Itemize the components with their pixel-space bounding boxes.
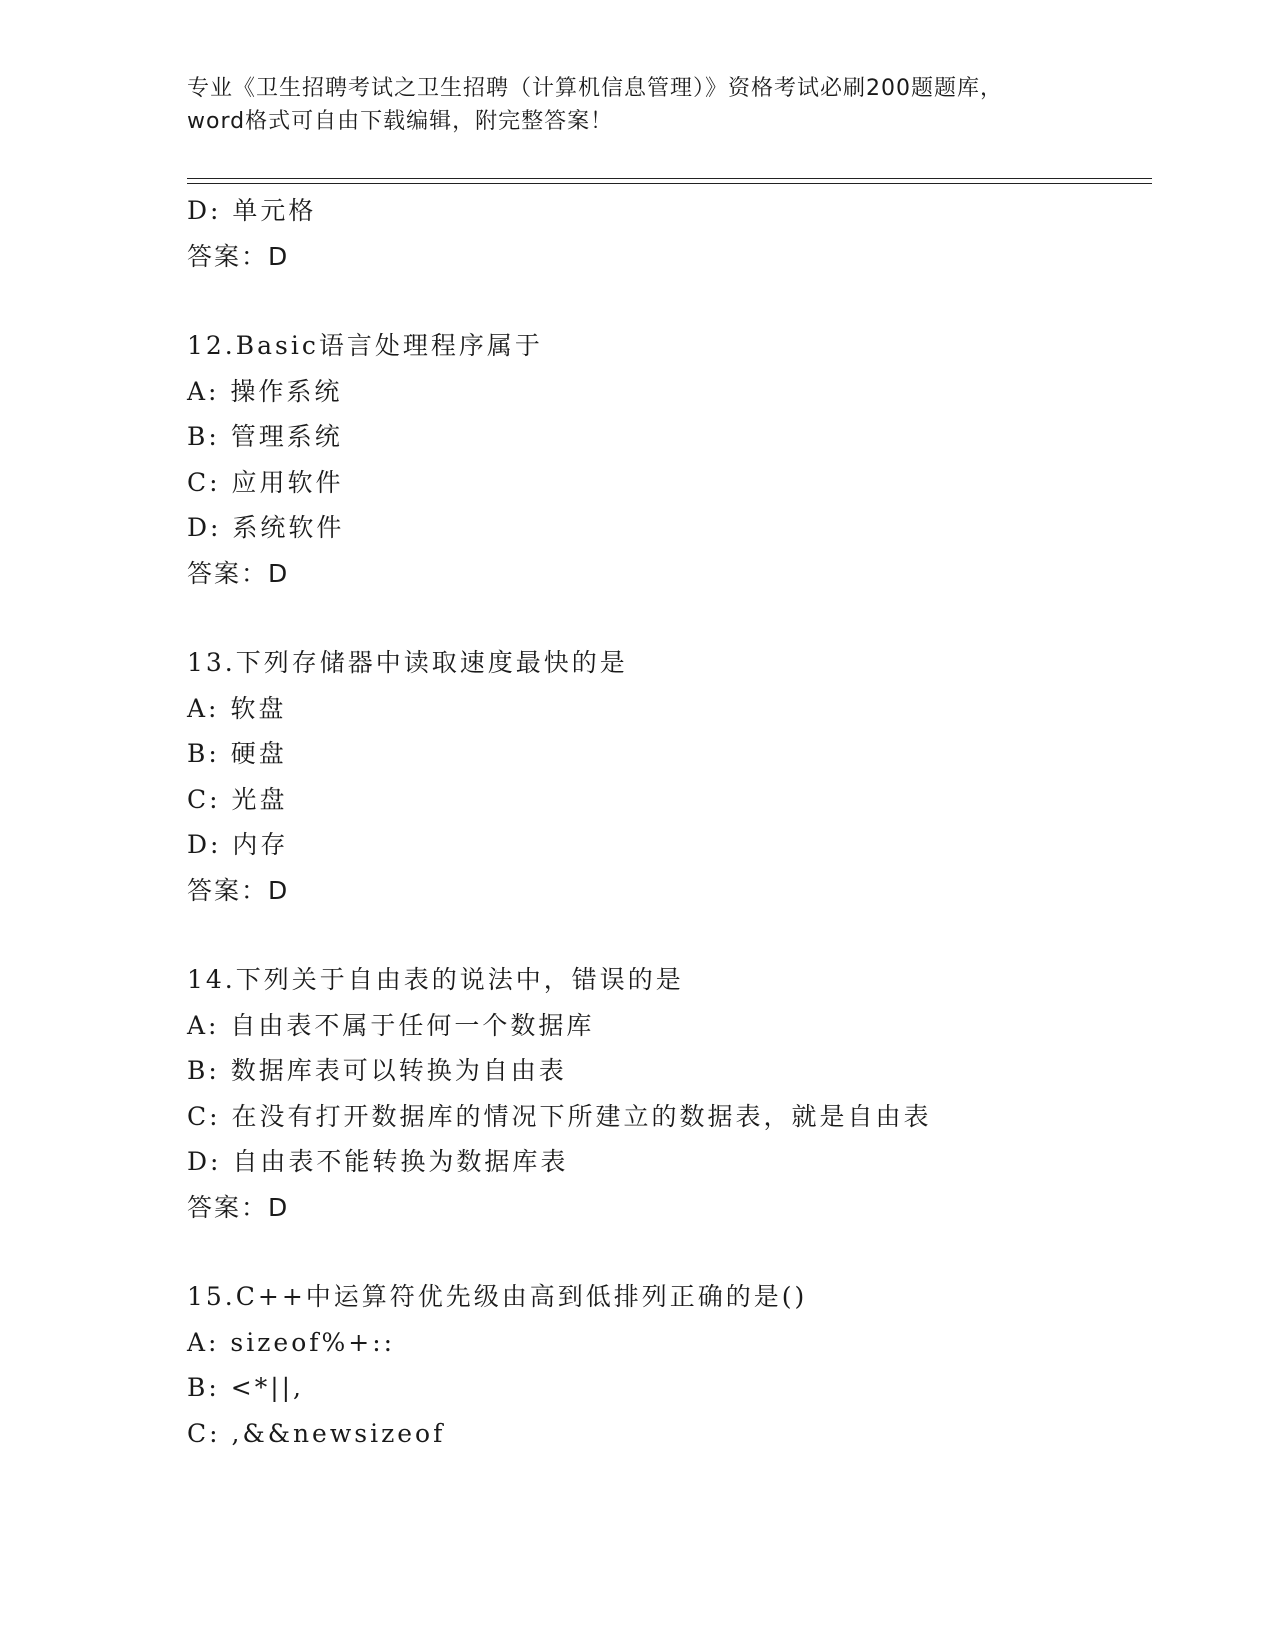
question-12-option-a: A: 操作系统 bbox=[187, 376, 343, 406]
header-line-2: word格式可自由下载编辑，附完整答案！ bbox=[187, 109, 614, 134]
question-14-option-a: A: 自由表不属于任何一个数据库 bbox=[187, 1010, 595, 1040]
question-13-option-c: C: 光盘 bbox=[187, 784, 288, 814]
prev-answer: 答案：D bbox=[187, 241, 290, 271]
question-13-option-b: B: 硬盘 bbox=[187, 739, 287, 768]
question-12-stem: 12.Basic语言处理程序属于 bbox=[187, 331, 543, 360]
question-14-option-d: D: 自由表不能转换为数据库表 bbox=[187, 1147, 569, 1176]
header-divider-top bbox=[187, 178, 1152, 179]
question-14-option-c: C: 在没有打开数据库的情况下所建立的数据表，就是自由表 bbox=[187, 1101, 932, 1131]
question-14-option-b: B: 数据库表可以转换为自由表 bbox=[187, 1056, 567, 1085]
question-13-option-d: D: 内存 bbox=[187, 830, 289, 859]
question-13-answer: 答案：D bbox=[187, 875, 290, 905]
question-13-stem: 13.下列存储器中读取速度最快的是 bbox=[187, 648, 628, 677]
question-12-answer: 答案：D bbox=[187, 558, 290, 588]
question-12-option-b: B: 管理系统 bbox=[187, 422, 343, 451]
question-list bbox=[187, 188, 1187, 1456]
question-13-option-a: A: 软盘 bbox=[187, 693, 287, 723]
header-divider-bottom bbox=[187, 183, 1152, 184]
question-12-option-d: D: 系统软件 bbox=[187, 513, 345, 542]
question-14-answer: 答案：D bbox=[187, 1192, 290, 1222]
question-14-stem: 14.下列关于自由表的说法中，错误的是 bbox=[187, 965, 684, 994]
question-12-option-c: C: 应用软件 bbox=[187, 467, 344, 497]
question-15-option-a: A: sizeof%+:: bbox=[187, 1327, 396, 1357]
header-line-1: 专业《卫生招聘考试之卫生招聘（计算机信息管理）》资格考试必刷200题题库， bbox=[187, 76, 1003, 101]
question-15-stem: 15.C++中运算符优先级由高到低排列正确的是() bbox=[187, 1282, 808, 1311]
prev-option-d: D: 单元格 bbox=[187, 196, 317, 225]
question-15-option-b: B: <*||, bbox=[187, 1373, 304, 1402]
document-header bbox=[187, 72, 1087, 138]
question-15-option-c: C: ,&&newsizeof bbox=[187, 1418, 446, 1448]
